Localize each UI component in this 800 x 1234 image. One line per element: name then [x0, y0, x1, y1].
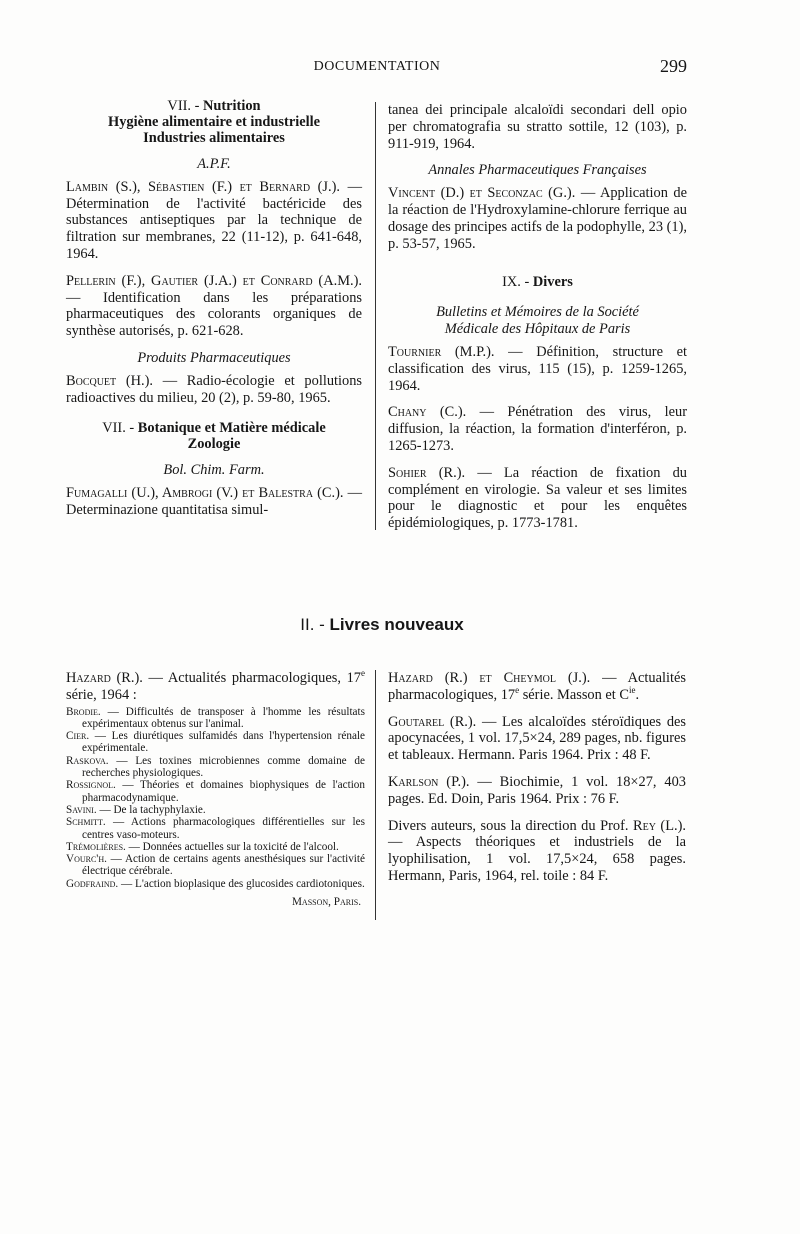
list-item: Rossignol. — Théories et domaines biophysiques de l'action pharmacodynamique. — [66, 779, 365, 804]
running-header: DOCUMENTATION — [313, 59, 441, 74]
bibliography-entry: Tournier (M.P.). — Définition, structure et classification des virus, 115 (15), p. 1259-1265, 1964. — [388, 343, 687, 394]
top-right-column — [388, 102, 687, 542]
book-entry: Goutarel (R.). — Les alcaloïdes stéroïdiques des apocynacées, 1 vol. 17,5×24, 289 pages, nb. figures et tableaux. Hermann. Paris 1964. Prix : 48 F. — [388, 713, 687, 764]
list-item: Savini. — De la tachyphylaxie. — [66, 803, 206, 816]
page-number: 299 — [660, 56, 687, 76]
section-heading-nutrition: VII. - Nutrition Hygiène alimentaire et industrielle Industries alimentaires — [108, 98, 320, 146]
list-item: Schmitt. — Actions pharmacologiques différentielles sur les centres vaso-moteurs. — [66, 816, 365, 841]
column-divider-top — [375, 102, 376, 530]
bibliography-entry: Fumagalli (U.), Ambrogi (V.) et Balestra (C.). — Determinazione quantitatisa simul- — [66, 485, 362, 518]
publisher-line: Masson, Paris. — [291, 896, 361, 909]
list-item: Vourc'h. — Action de certains agents anesthésiques sur l'activité électrique cérébrale. — [66, 853, 365, 878]
column-divider-bottom — [375, 670, 376, 920]
list-item: Godfraind. — L'action bioplasique des glucosides cardiotoniques. — [66, 877, 365, 890]
section-heading-botanique: VII. - Botanique et Matière médicale Zoologie — [102, 420, 326, 453]
bibliography-entry: Chany (C.). — Pénétration des virus, leur diffusion, la réaction, la formation d'interféron, p. 1265-1273. — [388, 404, 687, 454]
bibliography-entry: Bocquet (H.). — Radio-écologie et pollutions radioactives du milieu, 20 (2), p. 59-80, 1965. — [66, 372, 363, 406]
journal-title: A.P.F. — [197, 156, 231, 172]
journal-title: Annales Pharmaceutiques Françaises — [428, 162, 647, 179]
list-item: Raskova. — Les toxines microbiennes comme domaine de recherches physiologiques. — [66, 754, 365, 780]
top-left-column — [66, 98, 362, 529]
section-heading-divers: IX. - Divers — [502, 274, 573, 291]
section-heading-livres-nouveaux: II. - Livres nouveaux — [300, 615, 464, 634]
journal-title: Produits Pharmaceutiques — [137, 349, 291, 366]
bibliography-entry: Lambin (S.), Sébastien (F.) et Bernard (J.). — Détermination de l'activité bactéricide des substances antiseptiques par la technique de filtration sur membranes, 22 (11-12), p. 641-648, 1964. — [66, 178, 362, 262]
bibliography-entry-continuation: tanea dei principale alcaloïdi secondari dell opio per chromatografia su stratto sottile, 12 (103), p. 911-919, 1964. — [388, 102, 687, 152]
journal-title: Bulletins et Mémoires de la Société Médicale des Hôpitaux de Paris — [436, 304, 639, 338]
book-entry: Hazard (R.) et Cheymol (J.). — Actualités pharmacologiques, 17e série. Masson et $C^{ie}$. — [388, 670, 686, 703]
list-item: Cier. — Les diurétiques sulfamidés dans l'hypertension rénale expérimentale. — [66, 730, 365, 755]
bibliography-entry: Pellerin (F.), Gautier (J.A.) et Conrard (A.M.). — Identification dans les préparations pharmaceutiques des colorants organiques de synthèse autorisés, p. 621-628. — [66, 272, 362, 340]
list-item: Brodie. — Difficultés de transposer à l'homme les résultats expérimentaux obtenus sur l'animal. — [66, 705, 365, 730]
contents-list — [66, 706, 365, 890]
bibliography-entry: Vincent (D.) et Seconzac (G.). — Application de la réaction de l'Hydroxylamine-chlorure ferrique au dosage des principes actifs de la podophylle, 23 (1), p. 53-57, 1965. — [388, 185, 687, 252]
bottom-right-column — [388, 670, 686, 895]
book-entry: Hazard (R.). — Actualités pharmacologiques, 17e série, 1964 : — [66, 668, 365, 703]
journal-title: Bol. Chim. Farm. — [163, 462, 265, 479]
bibliography-entry: Sohier (R.). — La réaction de fixation du complément en virologie. Sa valeur et ses limites pour le diagnostic et pour les enquêtes épidémiologiques, p. 1773-1781. — [388, 464, 687, 532]
book-entry: Divers auteurs, sous la direction du Prof. Rey (L.). — Aspects théoriques et industriels de la lyophilisation, 1 vol. 17,5×24, 658 pages. Hermann, Paris, 1964, rel. toile : 84 F. — [388, 817, 686, 884]
list-item: Trémolières. — Données actuelles sur la toxicité de l'alcool. — [66, 840, 339, 853]
bottom-left-column — [66, 670, 365, 911]
book-entry: Karlson (P.). — Biochimie, 1 vol. 18×27, 403 pages. Ed. Doin, Paris 1964. Prix : 76 F. — [388, 773, 687, 807]
